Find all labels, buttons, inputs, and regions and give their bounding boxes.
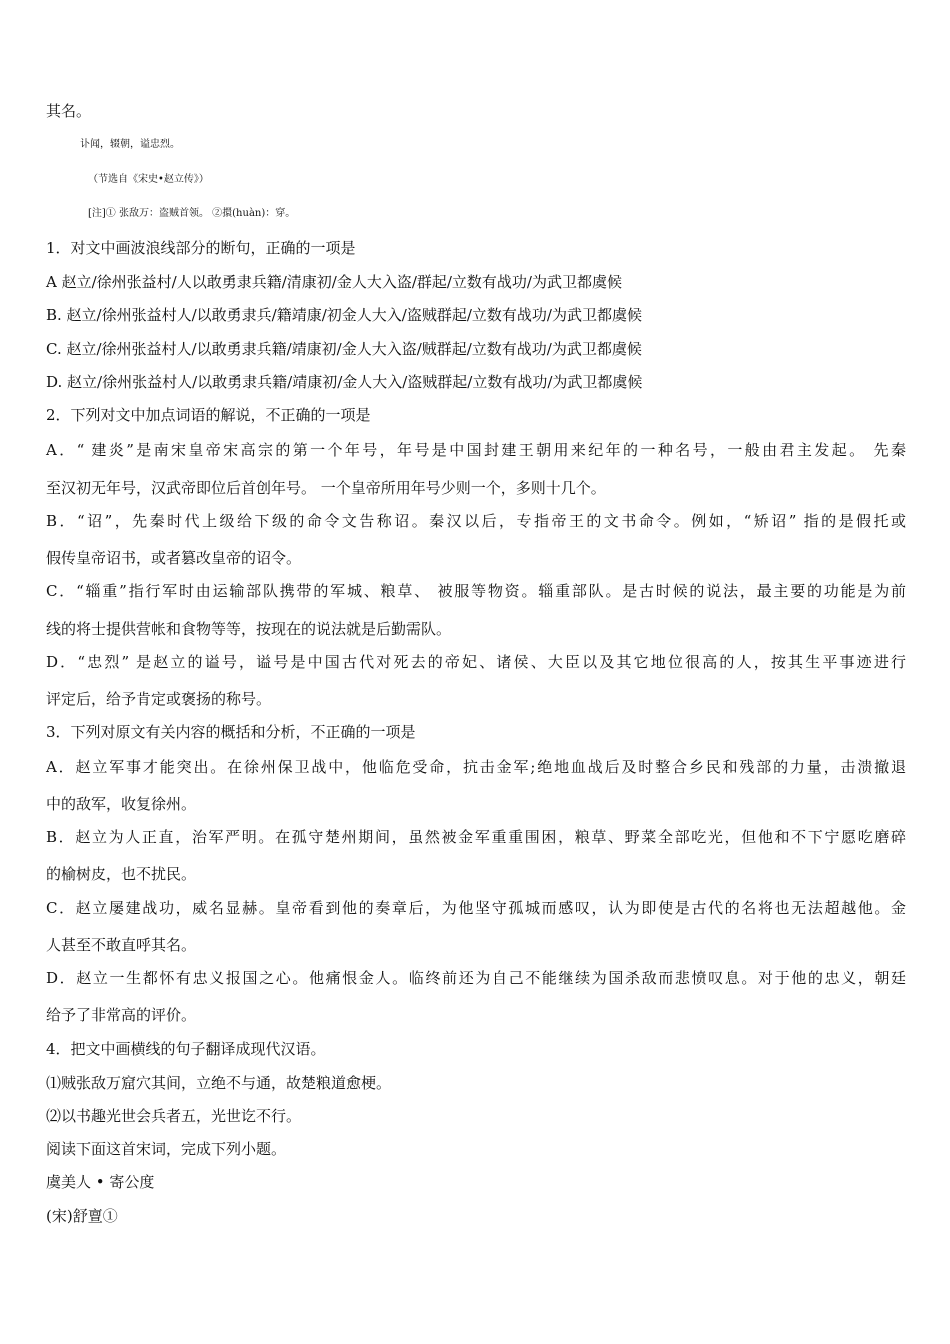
q2-stem: 2．下列对文中加点词语的解说，不正确的一项是 bbox=[46, 406, 371, 424]
q3-option-c-line1: C．赵立屡建战功，威名显赫。皇帝看到他的奏章后，为他坚守孤城而感叹，认为即使是古代的名将也无法超越他。金 bbox=[46, 899, 906, 917]
q2-option-b-line2: 假传皇帝诏书，或者篡改皇帝的诏令。 bbox=[46, 549, 302, 567]
q1-stem: 1．对文中画波浪线部分的断句，正确的一项是 bbox=[46, 239, 356, 257]
q2-option-a-line2: 至汉初无年号，汉武帝即位后首创年号。 一个皇帝所用年号少则一个，多则十几个。 bbox=[46, 479, 606, 497]
q3-option-b-line2: 的榆树皮，也不扰民。 bbox=[46, 865, 197, 883]
poem-title: 虞美人 • 寄公度 bbox=[46, 1173, 155, 1191]
q4-stem: 4．把文中画横线的句子翻译成现代汉语。 bbox=[46, 1040, 326, 1058]
q3-option-d-line2: 给予了非常高的评价。 bbox=[46, 1006, 197, 1024]
q2-option-d-line2: 评定后，给予肯定或褒扬的称号。 bbox=[46, 690, 272, 708]
passage-result-line: 讣闻，辍朝，谥忠烈。 bbox=[80, 139, 180, 150]
poem-instruction: 阅读下面这首宋词，完成下列小题。 bbox=[46, 1140, 287, 1158]
passage-tail-line: 其名。 bbox=[46, 102, 92, 120]
q2-option-c-line2: 线的将士提供营帐和食物等等，按现在的说法就是后勤需队。 bbox=[46, 620, 452, 638]
q3-stem: 3．下列对原文有关内容的概括和分析，不正确的一项是 bbox=[46, 723, 416, 741]
passage-source: （节选自《宋史•赵立传》） bbox=[88, 174, 209, 185]
q2-option-b-line1: B．“诏”，先秦时代上级给下级的命令文告称诏。秦汉以后，专指帝王的文书命令。例如，“矫诏” 指的是假托或 bbox=[46, 512, 906, 530]
q4-sentence-2: ⑵以书趣光世会兵者五，光世讫不行。 bbox=[46, 1107, 302, 1125]
q2-option-c-line1: C．“辎重”指行军时由运输部队携带的军城、粮草、 被服等物资。辎重部队。是古时候的说法，最主要的功能是为前 bbox=[46, 582, 906, 600]
q3-option-a-line1: A．赵立军事才能突出。在徐州保卫战中，他临危受命，抗击金军;绝地血战后及时整合乡民和残部的力量，击溃撤退 bbox=[46, 758, 906, 776]
q3-option-d-line1: D．赵立一生都怀有忠义报国之心。他痛恨金人。临终前还为自己不能继续为国杀敌而悲愤叹息。对于他的忠义，朝廷 bbox=[46, 969, 906, 987]
q1-option-a: A 赵立/徐州张益村/人以敢勇隶兵籍/清康初/金人大入盗/群起/立数有战功/为武卫都虞候 bbox=[46, 273, 622, 291]
q2-option-a-line1: A．“ 建炎”是南宋皇帝宋高宗的第一个年号，年号是中国封建王朝用来纪年的一种名号，一般由君主发起。 先秦 bbox=[46, 441, 906, 459]
q3-option-c-line2: 人甚至不敢直呼其名。 bbox=[46, 936, 197, 954]
q3-option-a-line2: 中的敌军，收复徐州。 bbox=[46, 795, 197, 813]
q1-option-d: D. 赵立/徐州张益村人/以敢勇隶兵籍/靖康初/金人大入/盗贼群起/立数有战功/为武卫都虞候 bbox=[46, 373, 643, 391]
q1-option-c: C. 赵立/徐州张益村人/以敢勇隶兵籍/靖康初/金人大入盗/贼群起/立数有战功/为武卫都虞候 bbox=[46, 340, 642, 358]
poem-author: (宋)舒亶① bbox=[46, 1207, 118, 1225]
q3-option-b-line1: B．赵立为人正直，治军严明。在孤守楚州期间，虽然被金军重重围困，粮草、野菜全部吃光，但他和不下宁愿吃磨碎 bbox=[46, 828, 906, 846]
q4-sentence-1: ⑴贼张敌万窟穴其间，立绝不与通，故楚粮道愈梗。 bbox=[46, 1074, 392, 1092]
passage-notes: [注]① 张敌万：盗贼首领。 ②擐(huàn)：穿。 bbox=[88, 208, 296, 219]
q2-option-d-line1: D．“忠烈” 是赵立的谥号，谥号是中国古代对死去的帝妃、诸侯、大臣以及其它地位很高的人，按其生平事迹进行 bbox=[46, 653, 906, 671]
q1-option-b: B. 赵立/徐州张益村人/以敢勇隶兵/籍靖康/初金人大入/盗贼群起/立数有战功/为武卫都虞候 bbox=[46, 306, 642, 324]
